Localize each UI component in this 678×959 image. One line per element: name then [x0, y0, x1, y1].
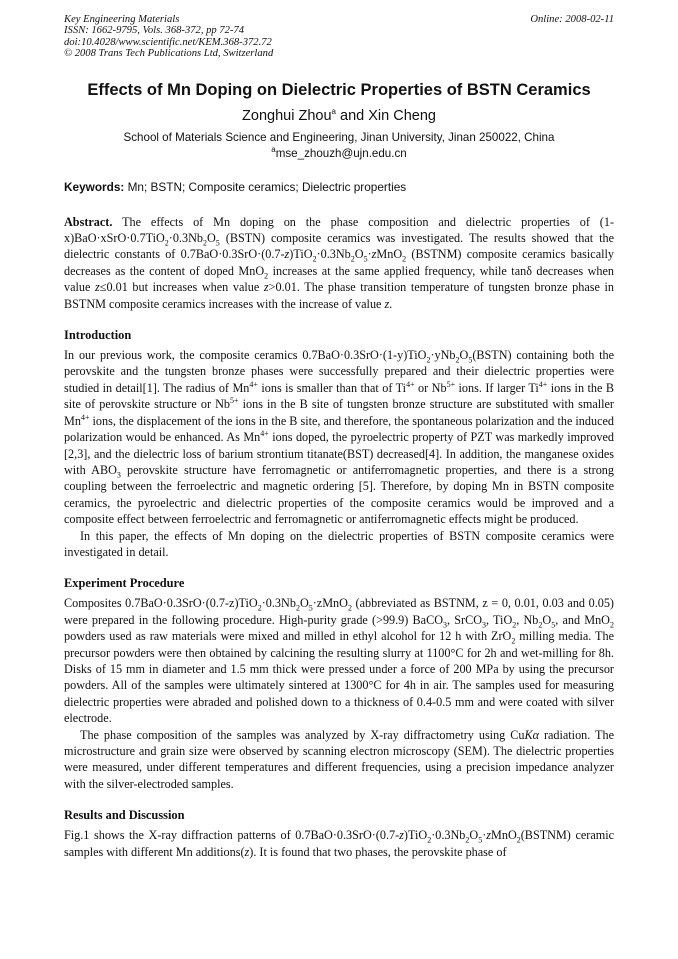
- text-run: ions is smaller than that of Ti: [257, 380, 407, 395]
- text-run: O: [354, 247, 364, 262]
- subscript: 3: [443, 620, 447, 630]
- subscript: 2: [350, 254, 355, 264]
- superscript: 5+: [230, 396, 239, 406]
- subscript: 2: [295, 603, 300, 613]
- text-run: ·zMnO: [312, 596, 348, 611]
- paper-title: Effects of Mn Doping on Dielectric Properties of BSTN Ceramics: [87, 80, 591, 99]
- text-run: (BSTN) composite ceramics was investigated. The results showed that the dielectric constants of 0.7BaO·0.3SrO·(0.7-: [64, 231, 614, 262]
- subscript: 5: [308, 603, 313, 613]
- text-run: , Nb: [516, 612, 539, 627]
- text-run: powders used as raw materials were mixed and milled in ethyl alcohol for 12 h with ZrO: [64, 629, 512, 644]
- journal-header: [64, 14, 614, 60]
- subscript: 2: [538, 620, 543, 630]
- text-run: or Nb: [414, 380, 447, 395]
- text-run: The effects of Mn doping on the phase composition and dielectric properties of (1-x)BaO·xSrO·0.7TiO: [64, 214, 614, 246]
- journal-name: Key Engineering Materials: [64, 14, 180, 25]
- copyright-line: © 2008 Trans Tech Publications Ltd, Switzerland: [64, 48, 274, 60]
- text-run: .: [389, 296, 393, 311]
- text-run: O: [542, 612, 552, 627]
- subscript: 2: [427, 835, 432, 845]
- variable-z: z: [244, 844, 250, 859]
- text-run: (BSTNM) composite ceramics basically decreases as the content of doped MnO: [64, 247, 614, 278]
- text-run: )TiO: [403, 828, 428, 843]
- text-run: MnO: [491, 828, 517, 843]
- text-run: ·0.3Nb: [316, 247, 351, 262]
- subscript: 2: [312, 254, 317, 264]
- subscript: 2: [455, 355, 460, 365]
- text-run: ·: [367, 247, 372, 262]
- subscript: 2: [465, 835, 470, 845]
- experiment-paragraph-2: [64, 727, 614, 793]
- affiliation: School of Materials Science and Engineering, Jinan University, Jinan 250022, China: [123, 130, 555, 144]
- text-run: (BSTN) containing both the perovskite and the tungsten bronze phases were successfully prepared and their dielectric properties were studied in detail[1]. The radius of Mn: [64, 348, 614, 395]
- text-run: Composites 0.7BaO·0.3SrO·(0.7-z)TiO: [64, 596, 258, 611]
- subscript: 5: [215, 238, 220, 248]
- variable-z: z: [263, 280, 269, 295]
- text-run: O: [299, 596, 309, 611]
- text-run: ions in the B site of perovskite structure or Nb: [64, 380, 614, 412]
- keywords-label: Keywords:: [64, 179, 125, 194]
- email-line: [64, 144, 614, 160]
- superscript: 5+: [446, 379, 456, 389]
- subscript: 3: [116, 470, 121, 480]
- text-run: ·0.3Nb: [261, 596, 296, 611]
- text-run: )TiO: [289, 247, 313, 262]
- text-run: ions in the B site of tungsten bronze structure are substituted with smaller Mn: [64, 397, 614, 428]
- text-run: (abbreviated as BSTNM, z = 0, 0.01, 0.03 and 0.05) were prepared in the following procedure. High-purity grade (>99.9) BaCO: [64, 596, 614, 627]
- subscript: 5: [363, 254, 368, 264]
- subscript: 2: [426, 355, 431, 365]
- text-run: ions, the displacement of the ions in the B site, and therefore, the spontaneous polarization and the induced polarization would be enhanced. As Mn: [64, 413, 614, 445]
- author-2: Xin Cheng: [368, 107, 436, 124]
- section-heading-experiment: Experiment Procedure: [64, 576, 185, 591]
- subscript: 2: [347, 603, 352, 613]
- author-line: [64, 108, 614, 124]
- text-run: The phase composition of the samples was analyzed by X-ray diffractometry using Cu: [80, 727, 525, 742]
- variable-z: z: [399, 828, 404, 843]
- text-run: , SrCO: [447, 612, 483, 627]
- subscript: 2: [516, 835, 521, 845]
- subscript: 3: [482, 620, 487, 630]
- author-1-marker: a: [331, 106, 336, 116]
- online-date: Online: 2008-02-11: [530, 14, 614, 25]
- text-run: >0.01. The phase transition temperature of tungsten bronze phase in BSTNM composite ceramics increases with the increase of value: [64, 280, 615, 311]
- subscript: 2: [609, 620, 614, 630]
- text-run: ·: [482, 828, 487, 843]
- superscript: 4+: [538, 379, 548, 389]
- text-run: ). It is found that two phases, the perovskite phase of: [249, 844, 507, 859]
- text-run: O: [469, 828, 479, 843]
- text-run: ·0.3Nb: [168, 231, 203, 246]
- text-run: O: [206, 231, 216, 246]
- text-run: , TiO: [486, 612, 513, 627]
- subscript: 5: [551, 620, 556, 630]
- text-run: In our previous work, the composite ceramics 0.7BaO·0.3SrO·(1-y)TiO: [64, 348, 427, 363]
- italic-run: Kα: [524, 727, 539, 742]
- text-run: ≤0.01 but increases when value: [99, 280, 264, 295]
- variable-z: z: [486, 828, 492, 843]
- text-run: ions. If larger Ti: [455, 380, 539, 395]
- text-run: MnO: [376, 247, 403, 262]
- variable-z: z: [384, 296, 390, 311]
- text-run: , and MnO: [555, 612, 610, 627]
- text-run: (BSTNM) ceramic samples with different Mn additions(: [64, 828, 615, 859]
- subscript: 2: [164, 238, 169, 248]
- text-run: Fig.1 shows the X-ray diffraction patterns of 0.7BaO·0.3SrO·(0.7-: [64, 828, 400, 843]
- subscript: 2: [264, 271, 269, 281]
- keywords-text: Mn; BSTN; Composite ceramics; Dielectric properties: [124, 179, 407, 194]
- subscript: 2: [202, 238, 207, 248]
- subscript: 2: [512, 620, 517, 630]
- text-run: O: [459, 348, 469, 363]
- abstract-paragraph: [64, 214, 614, 312]
- author-connector: and: [335, 107, 369, 124]
- superscript: 4+: [406, 379, 415, 389]
- section-heading-results: Results and Discussion: [64, 808, 185, 823]
- text-run: milling media. The precursor powders were then obtained by calcining the resulting slurry at 1100°C for 2h and wet-milling for 8h. Disks of 15 mm in diameter and 1.5 mm thick were pressed under a force of 200 MPa by using the precursor powders. All of the samples were ultimately sintered at 1300°C for 4h in air. The samples used for measuring dielectric properties were abraded and polished down to a thickness of 0.4-0.5 mm and were coated with silver electrode.: [64, 629, 615, 726]
- variable-z: z: [371, 247, 377, 262]
- superscript: 4+: [249, 379, 258, 389]
- text-run: ·0.3Nb: [431, 828, 466, 843]
- text-run: perovskite structure have ferromagnetic or antiferromagnetic properties, and there is a strong coupling between the ferroelectric and magnetic ordering [5]. Therefore, by doping Mn in BSTN composite ceramics, the pyroelectric and dielectric properties of the composite ceramics would be improved and a composite effect between ferroelectric and ferromagnetic or antiferromagnetic effects might be produced.: [64, 462, 614, 527]
- text-run: ions doped, the pyroelectric property of PZT was markedly improved [2,3], and the dielectric loss of barium strontium titanate(BST) decreased[4]. In addition, the manganese oxides with ABO: [64, 430, 614, 477]
- intro-paragraph-1: [64, 347, 614, 527]
- text-run: ·yNb: [430, 348, 456, 363]
- text-run: radiation. The microstructure and grain size were observed by scanning electron microscopy (SEM). The dielectric properties were measured, under different temperatures and different frequencies, using a precision impedance analyzer with the silver-electroded samples.: [64, 727, 614, 791]
- variable-z: z: [284, 247, 290, 262]
- doi-line: doi:10.4028/www.scientific.net/KEM.368-372.72: [64, 36, 272, 48]
- subscript: 2: [511, 636, 516, 646]
- section-heading-introduction: Introduction: [64, 328, 132, 343]
- issn-line: ISSN: 1662-9795, Vols. 368-372, pp 72-74: [64, 25, 245, 37]
- abstract-label: Abstract.: [64, 214, 113, 229]
- email-address[interactable]: mse_zhouzh@ujn.edu.cn: [275, 146, 407, 160]
- variable-z: z: [95, 280, 100, 295]
- intro-paragraph-2: In this paper, the effects of Mn doping on the dielectric properties of BSTN composite ceramics were investigated in detail.: [64, 528, 614, 559]
- results-paragraph-1: [64, 827, 614, 860]
- subscript: 5: [468, 355, 473, 365]
- subscript: 2: [402, 254, 407, 264]
- keywords: [64, 180, 614, 194]
- email-marker: a: [271, 144, 276, 154]
- experiment-paragraph-1: [64, 595, 614, 726]
- subscript: 2: [257, 603, 262, 613]
- text-run: increases at the same applied frequency, while tanδ decreases when value: [64, 263, 614, 295]
- subscript: 5: [478, 835, 483, 845]
- superscript: 4+: [80, 412, 90, 422]
- author-1: Zonghui Zhou: [242, 107, 332, 124]
- superscript: 4+: [260, 429, 269, 439]
